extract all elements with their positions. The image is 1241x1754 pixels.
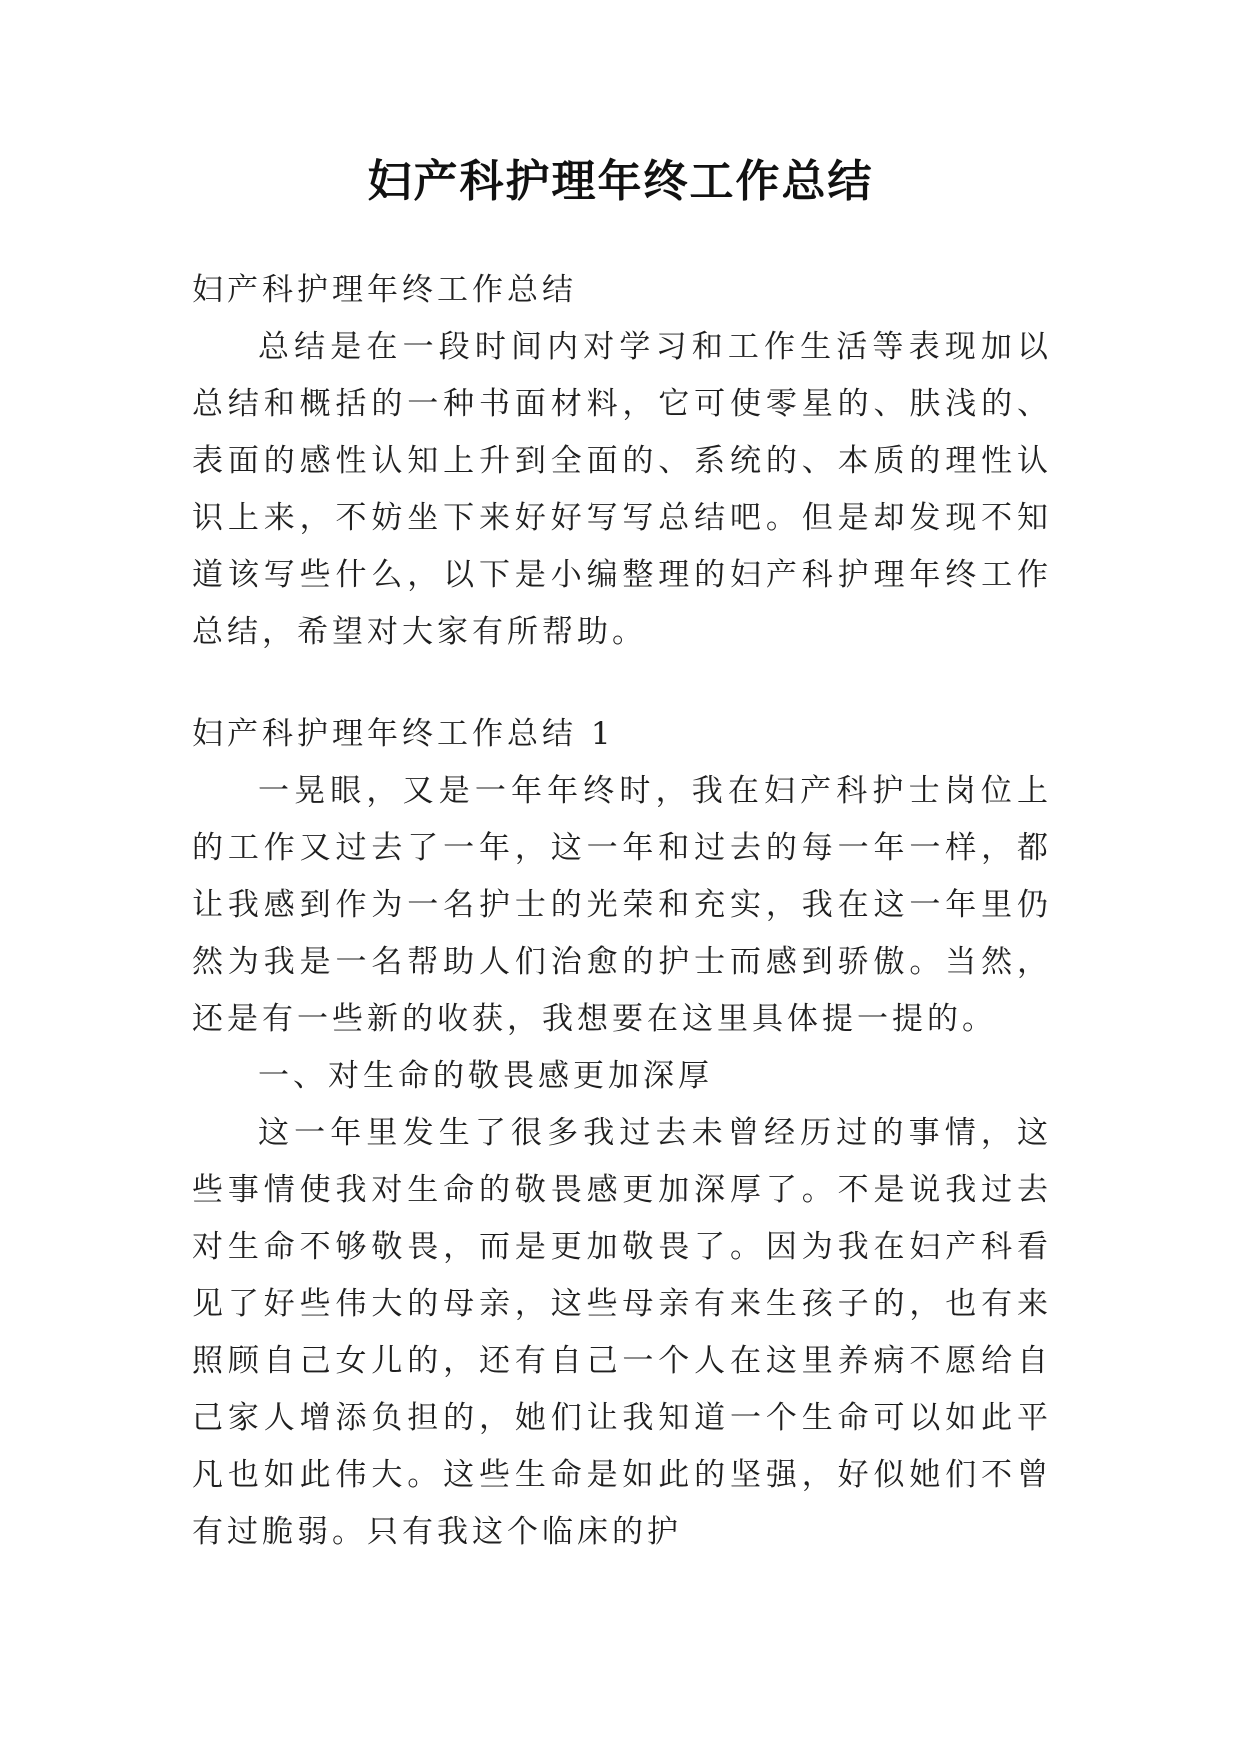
section-paragraph-1: 一晃眼，又是一年年终时，我在妇产科护士岗位上的工作又过去了一年，这一年和过去的每一年一样，都让我感到作为一名护士的光荣和充实，我在这一年里仍然为我是一名帮助人们治愈的护士而感到骄傲。当然，还是有一些新的收获，我想要在这里具体提一提的。 bbox=[192, 773, 1052, 1037]
document-subtitle: 妇产科护理年终工作总结 bbox=[192, 272, 577, 308]
subheading: 一、对生命的敬畏感更加深厚 bbox=[258, 1058, 713, 1094]
document-body-block-2 bbox=[192, 706, 1052, 1561]
section-heading: 妇产科护理年终工作总结 1 bbox=[192, 716, 615, 752]
document-title: 妇产科护理年终工作总结 bbox=[367, 156, 874, 207]
document-body-block-1 bbox=[192, 262, 1052, 661]
section-paragraph-2: 这一年里发生了很多我过去未曾经历过的事情，这些事情使我对生命的敬畏感更加深厚了。不是说我过去对生命不够敬畏，而是更加敬畏了。因为我在妇产科看见了好些伟大的母亲，这些母亲有来生孩子的，也有来照顾自己女儿的，还有自己一个人在这里养病不愿给自己家人增添负担的，她们让我知道一个生命可以如此平凡也如此伟大。这些生命是如此的坚强，好似她们不曾有过脆弱。只有我这个临床的护 bbox=[192, 1115, 1052, 1550]
intro-paragraph: 总结是在一段时间内对学习和工作生活等表现加以总结和概括的一种书面材料，它可使零星的、肤浅的、表面的感性认知上升到全面的、系统的、本质的理性认识上来，不妨坐下来好好写写总结吧。但是却发现不知道该写些什么，以下是小编整理的妇产科护理年终工作总结，希望对大家有所帮助。 bbox=[192, 329, 1052, 650]
